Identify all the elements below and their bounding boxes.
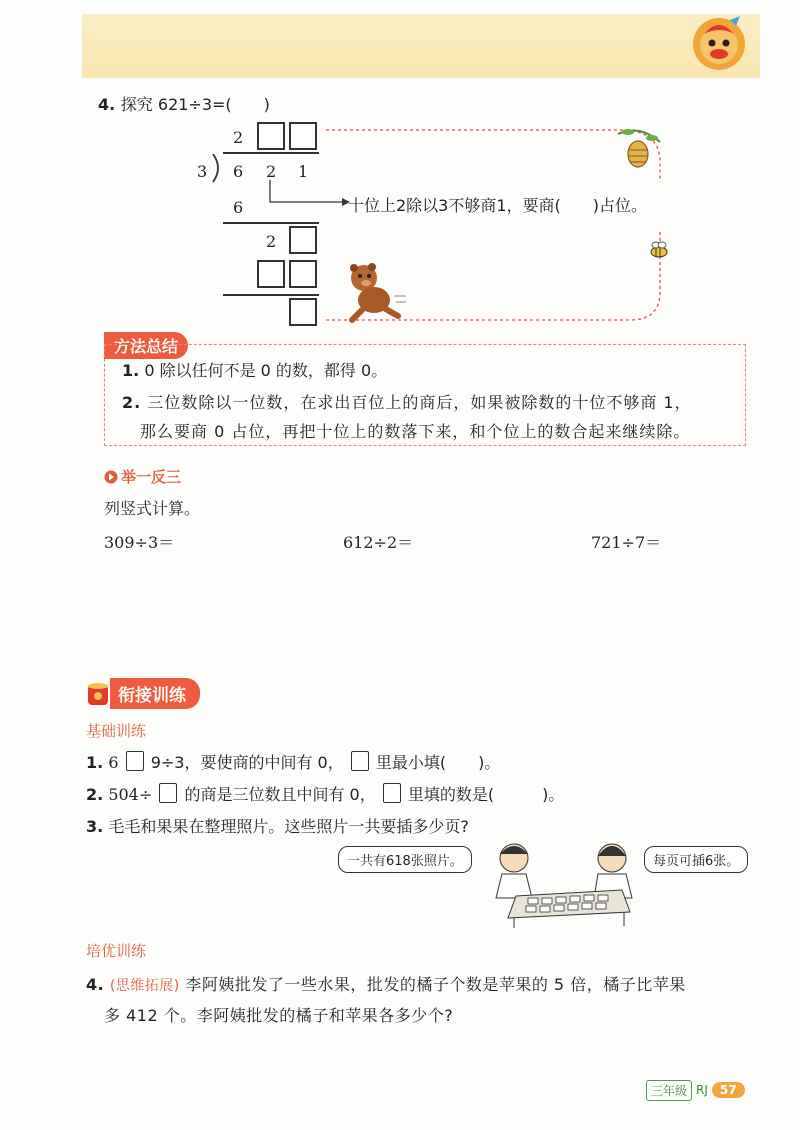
- q2-blank-box-ref: [383, 783, 401, 803]
- final-remainder-box[interactable]: [289, 298, 317, 326]
- method-item-2-line-1: 三位数除以一位数，在求出百位上的商后，如果被除数的十位不够商 1，: [147, 393, 692, 412]
- training-q2: [86, 782, 564, 805]
- training-q4-line-1: 李阿姨批发了一些水果，批发的橘子个数是苹果的 5 倍，橘子比苹果: [185, 975, 686, 994]
- drum-icon: [86, 681, 110, 707]
- speech-bubble-right: 每页可插6张。: [644, 846, 748, 873]
- kids-sorting-photos-icon: [486, 838, 646, 932]
- practice-problem-1: 309÷3＝: [104, 533, 175, 552]
- training-q3-number: 3.: [86, 817, 104, 836]
- beehive-icon: [614, 124, 664, 178]
- subtract-1: 6: [233, 198, 244, 217]
- speech-bubble-left: 一共有618张照片。: [338, 846, 472, 873]
- training-q1: [86, 750, 500, 773]
- practice-label: [104, 466, 181, 487]
- division-bracket-icon: [211, 154, 225, 184]
- training-q2-number: 2.: [86, 785, 104, 804]
- training-q2-part-a: 504÷: [108, 785, 153, 804]
- training-q2-part-c: 里填的数是( )。: [407, 785, 565, 804]
- training-header: [86, 678, 200, 709]
- play-icon: [104, 470, 118, 484]
- training-q1-number: 1.: [86, 753, 104, 772]
- bear-icon: [342, 262, 408, 330]
- training-q1-part-a: 6: [108, 753, 119, 772]
- long-division: [195, 118, 335, 338]
- method-item-2-line-2: 那么要商 0 占位，再把十位上的数落下来，和个位上的数合起来继续除。: [140, 422, 691, 441]
- practice-problem-3: 721÷7＝: [591, 533, 662, 552]
- advanced-training-label: 培优训练: [86, 942, 147, 960]
- division-line-1: [223, 222, 319, 224]
- method-item-1-number: 1.: [122, 361, 140, 380]
- header-band: [82, 14, 760, 78]
- basic-training-label: 基础训练: [86, 722, 147, 740]
- remainder-1: 2: [266, 232, 277, 251]
- lion-mascot-icon: [690, 12, 748, 72]
- method-item-2-number: 2.: [122, 393, 142, 412]
- q4-title: 探究 621÷3=( ): [120, 95, 270, 114]
- training-q2-part-b: 的商是三位数且中间有 0，: [184, 785, 376, 804]
- subtract-2-tens-box[interactable]: [257, 260, 285, 288]
- dividend-digit-ones: 1: [298, 162, 309, 181]
- dividend-digit-tens: 2: [266, 162, 277, 181]
- training-q3-text: 毛毛和果果在整理照片。这些照片一共要插多少页?: [108, 817, 469, 836]
- q2-blank-box[interactable]: [159, 783, 177, 803]
- q4-heading: [98, 92, 270, 115]
- q4-number: 4.: [98, 95, 116, 114]
- training-q1-part-c: 里最小填( )。: [375, 753, 501, 772]
- dividend-digit-hundreds: 6: [233, 162, 244, 181]
- training-q4-line-2: 多 412 个。李阿姨批发的橘子和苹果各多少个?: [104, 1006, 454, 1025]
- quotient-hundreds-digit: 2: [233, 128, 244, 147]
- subtract-2-ones-box[interactable]: [289, 260, 317, 288]
- page-number: 57: [712, 1082, 745, 1098]
- thinking-extension-tag: (思维拓展): [109, 978, 180, 994]
- footer-edition: RJ: [696, 1083, 708, 1097]
- footer-grade: 三年级: [646, 1080, 692, 1101]
- training-q1-part-b: 9÷3，要使商的中间有 0，: [150, 753, 344, 772]
- quotient-tens-box[interactable]: [257, 122, 285, 150]
- method-item-1: [122, 358, 387, 381]
- q1-blank-box-ref: [351, 751, 369, 771]
- q4-annotation: 十位上2除以3不够商1，要商( )占位。: [348, 196, 648, 215]
- divisor: 3: [197, 162, 208, 181]
- bee-icon: [646, 240, 672, 264]
- q1-blank-box[interactable]: [126, 751, 144, 771]
- practice-label-text: 举一反三: [121, 468, 182, 486]
- training-label: 衔接训练: [110, 678, 200, 709]
- division-bar: [223, 152, 319, 154]
- training-q4: [86, 972, 686, 995]
- division-line-2: [223, 294, 319, 296]
- method-summary-label: 方法总结: [104, 332, 188, 359]
- quotient-ones-box[interactable]: [289, 122, 317, 150]
- footer-page-badge: [646, 1079, 745, 1101]
- method-item-2: [122, 390, 692, 413]
- training-q4-number: 4.: [86, 975, 105, 994]
- practice-instruction: 列竖式计算。: [104, 499, 201, 518]
- method-item-1-text: 0 除以任何不是 0 的数，都得 0。: [144, 361, 388, 380]
- practice-problem-2: 612÷2＝: [343, 533, 414, 552]
- bring-down-box[interactable]: [289, 226, 317, 254]
- training-q3: [86, 814, 469, 837]
